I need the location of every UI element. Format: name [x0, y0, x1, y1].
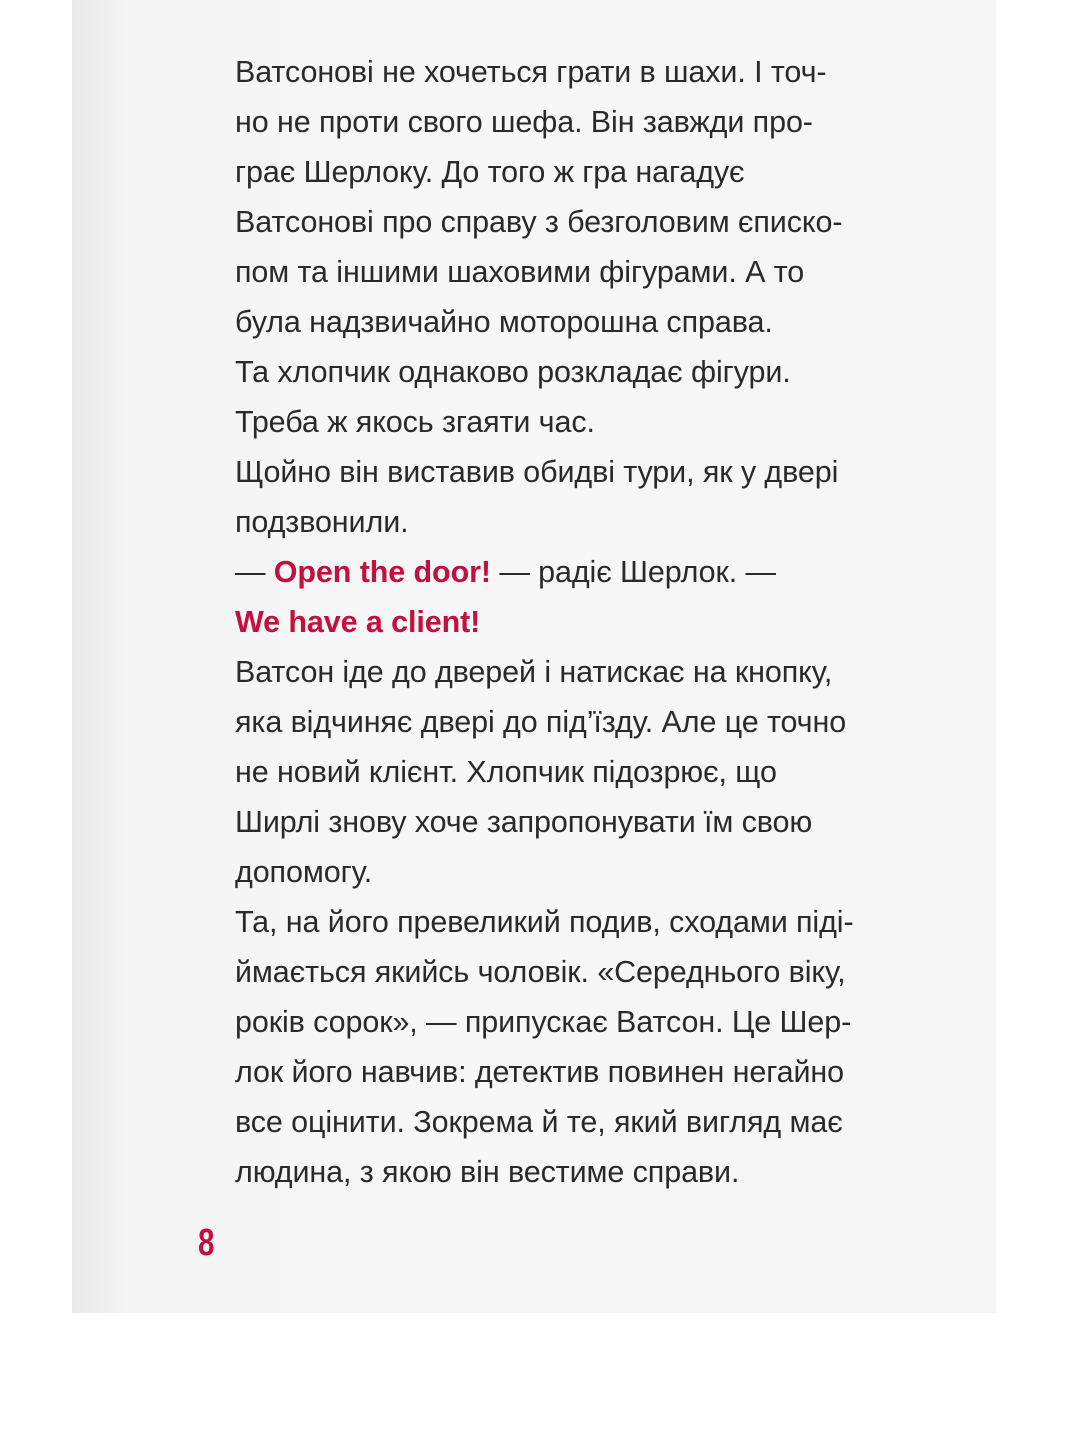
- text-line: була надзвичайно моторошна справа.: [235, 305, 773, 339]
- text-line: но не проти свого шефа. Він завжди про-: [235, 105, 813, 139]
- text-line: Та, на його превеликий подив, сходами піді-: [235, 905, 854, 939]
- text-line: Та хлопчик однаково розкладає фігури.: [235, 355, 791, 389]
- text-line: грає Шерлоку. До того ж гра нагадує: [235, 155, 745, 189]
- text-line: Ватсон іде до дверей і натискає на кнопку,: [235, 655, 833, 689]
- text-line: яка відчиняє двері до під’їзду. Але це точно: [235, 705, 847, 739]
- dialogue-line: [235, 597, 915, 647]
- text-line: допомогу.: [235, 855, 373, 889]
- english-phrase-open-door: Open the door!: [273, 555, 491, 589]
- text-line: лок його навчив: детектив повинен негайно: [235, 1055, 845, 1089]
- body-text: [235, 47, 915, 1197]
- text-line: все оцінити. Зокрема й те, який вигляд має: [235, 1105, 843, 1139]
- text-line: пом та іншими шаховими фігурами. А то: [235, 255, 805, 289]
- dialogue-line: [235, 547, 915, 597]
- text-line: Щойно він виставив обидві тури, як у двері: [235, 455, 839, 489]
- text-line: Ватсонові не хочеться грати в шахи. І точ-: [235, 55, 827, 89]
- text-line: подзвонили.: [235, 505, 409, 539]
- text-line: Ширлі знову хоче запропонувати їм свою: [235, 805, 813, 839]
- dialogue-narration: — радіє Шерлок. —: [490, 555, 776, 589]
- text-line: не новий клієнт. Хлопчик підозрює, що: [235, 755, 777, 789]
- text-line: Треба ж якось згаяти час.: [235, 405, 595, 439]
- dialogue-dash: —: [235, 555, 274, 589]
- text-line: років сорок», — припускає Ватсон. Це Шер-: [235, 1005, 852, 1039]
- text-line: людина, з якою він вестиме справи.: [235, 1155, 740, 1189]
- book-page: [72, 0, 996, 1313]
- page-number: 8: [198, 1222, 215, 1264]
- text-line: ймається якийсь чоловік. «Середнього віку,: [235, 955, 846, 989]
- english-phrase-client: We have a client!: [235, 605, 481, 639]
- text-line: Ватсонові про справу з безголовим єписко-: [235, 205, 843, 239]
